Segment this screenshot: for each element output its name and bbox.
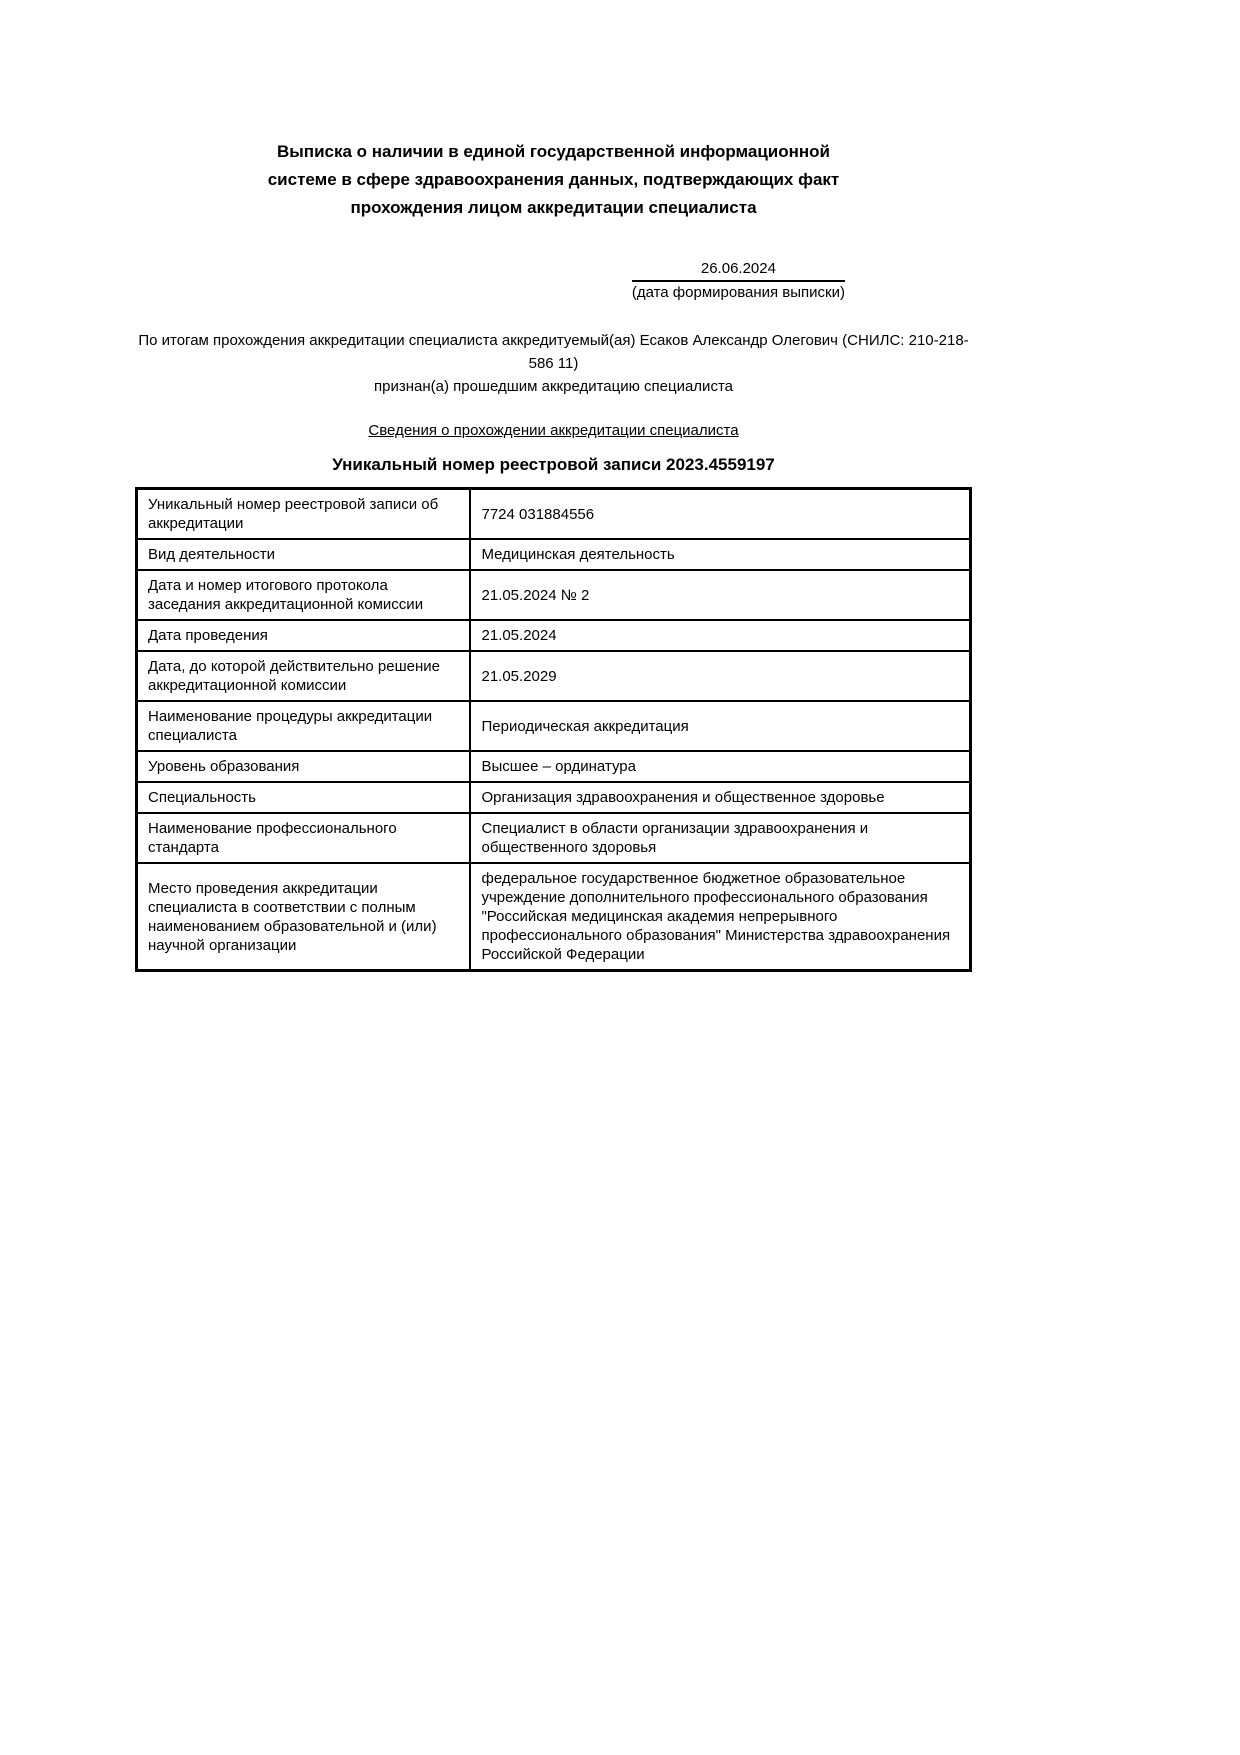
- table-row: [137, 863, 971, 971]
- row-value: Организация здравоохранения и общественное здоровье: [470, 782, 970, 813]
- row-label: Наименование профессионального стандарта: [137, 813, 471, 863]
- row-label: Место проведения аккредитации специалиста в соответствии с полным наименованием образовательной и (или) научной организации: [137, 863, 471, 971]
- row-value: 21.05.2029: [470, 651, 970, 701]
- registry-number-heading: Уникальный номер реестровой записи 2023.4559197: [332, 455, 775, 474]
- section-heading: Сведения о прохождении аккредитации специалиста: [368, 422, 739, 439]
- row-label: Дата, до которой действительно решение аккредитационной комиссии: [137, 651, 471, 701]
- row-label: Вид деятельности: [137, 539, 471, 570]
- table-row: [137, 751, 971, 782]
- issue-date-caption: (дата формирования выписки): [631, 284, 845, 301]
- table-row: [137, 570, 971, 620]
- table-row: [137, 782, 971, 813]
- row-value: Периодическая аккредитация: [470, 701, 970, 751]
- row-label: Специальность: [137, 782, 471, 813]
- row-value: 21.05.2024: [470, 620, 970, 651]
- table-row: [137, 651, 971, 701]
- document-title-line: прохождения лицом аккредитации специалиста: [350, 198, 757, 217]
- row-label: Уровень образования: [137, 751, 471, 782]
- intro-line: По итогам прохождения аккредитации специалиста аккредитуемый(ая) Есаков Александр Олегович (СНИЛС: 210-218-586 11): [138, 332, 969, 372]
- row-value: Медицинская деятельность: [470, 539, 970, 570]
- row-label: Наименование процедуры аккредитации специалиста: [137, 701, 471, 751]
- row-value: федеральное государственное бюджетное образовательное учреждение дополнительного профессионального образования "Российская медицинская академия непрерывного профессионального образования" Министерства здравоохранения Российской Федерации: [470, 863, 970, 971]
- table-row: [137, 489, 971, 540]
- issue-date-block: [632, 260, 845, 302]
- document-title-line: Выписка о наличии в единой государственной информационной: [277, 142, 830, 161]
- row-value: 7724 031884556: [470, 489, 970, 540]
- document-content: [135, 138, 972, 972]
- table-row: [137, 813, 971, 863]
- intro-paragraph: [135, 329, 972, 398]
- row-label: Дата проведения: [137, 620, 471, 651]
- row-label: Уникальный номер реестровой записи об аккредитации: [137, 489, 471, 540]
- accreditation-table-body: [137, 489, 971, 971]
- intro-line: признан(а) прошедшим аккредитацию специалиста: [374, 378, 733, 395]
- row-label: Дата и номер итогового протокола заседания аккредитационной комиссии: [137, 570, 471, 620]
- issue-date: 26.06.2024: [632, 260, 845, 282]
- table-row: [137, 620, 971, 651]
- accreditation-table: [135, 487, 972, 972]
- table-row: [137, 701, 971, 751]
- row-value: Специалист в области организации здравоохранения и общественного здоровья: [470, 813, 970, 863]
- table-row: [137, 539, 971, 570]
- document-title-line: системе в сфере здравоохранения данных, подтверждающих факт: [267, 170, 840, 189]
- document-title: [135, 138, 972, 222]
- row-value: 21.05.2024 № 2: [470, 570, 970, 620]
- row-value: Высшее – ординатура: [470, 751, 970, 782]
